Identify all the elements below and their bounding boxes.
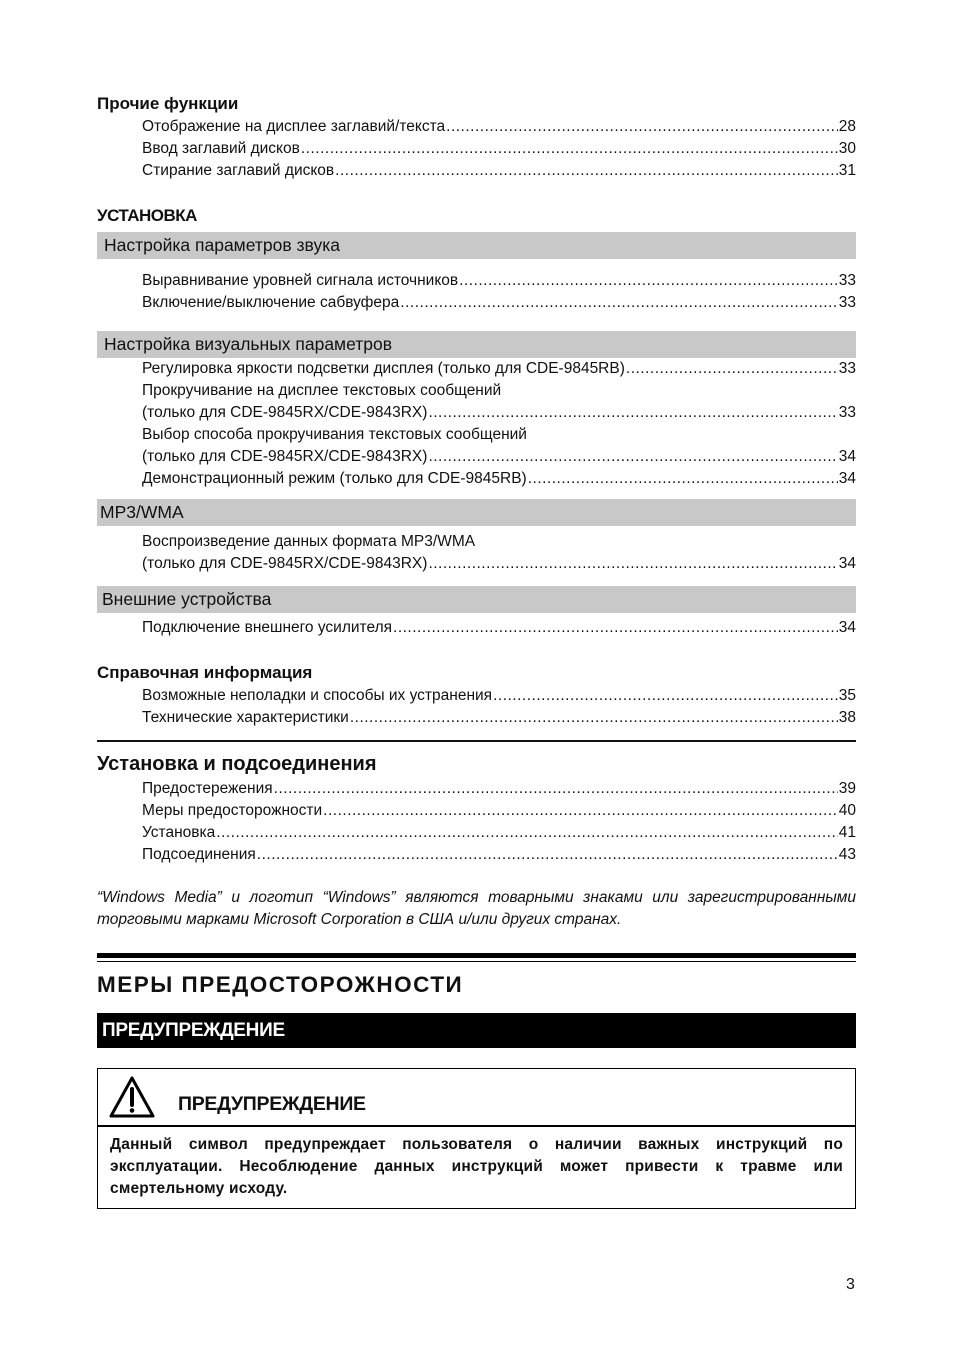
warning-box-title: ПРЕДУПРЕЖДЕНИЕ <box>178 1092 366 1115</box>
toc-page-number: 34 <box>838 470 856 487</box>
toc-page-number: 33 <box>838 272 856 289</box>
toc-page-number: 30 <box>838 140 856 157</box>
toc-page-number: 33 <box>838 294 856 311</box>
toc-page-number: 38 <box>838 709 856 726</box>
toc-page-number: 33 <box>838 360 856 377</box>
toc-page-number: 33 <box>838 404 856 421</box>
toc-entry-first-line[interactable]: Прокручивание на дисплее текстовых сообщений <box>142 382 502 399</box>
toc-entry-title: Демонстрационный режим (только для CDE-9845RB) <box>142 470 527 487</box>
toc-leader <box>393 617 838 639</box>
toc-entry[interactable] <box>97 617 856 639</box>
toc-entry[interactable] <box>97 116 856 138</box>
warning-box-header <box>98 1069 855 1127</box>
chapter-title: МЕРЫ ПРЕДОСТОРОЖНОСТИ <box>97 972 464 997</box>
toc-page-number: 39 <box>838 780 856 797</box>
toc-entry[interactable] <box>97 446 856 468</box>
toc-list-reference <box>97 685 856 729</box>
toc-page-number: 43 <box>838 846 856 863</box>
warning-triangle-icon <box>108 1075 156 1119</box>
toc-entry-title: Технические характеристики <box>142 709 349 726</box>
toc-leader <box>216 822 837 844</box>
toc-leader <box>323 800 838 822</box>
toc-leader <box>446 116 838 138</box>
toc-entry-title: Регулировка яркости подсветки дисплея (только для CDE-9845RB) <box>142 360 625 377</box>
toc-leader <box>493 685 838 707</box>
toc-entry[interactable] <box>97 778 856 800</box>
toc-entry-title: (только для CDE-9845RX/CDE-9843RX) <box>142 555 428 572</box>
toc-leader <box>428 553 837 575</box>
toc-list-visual <box>97 358 856 490</box>
toc-entry-title: Предостережения <box>142 780 273 797</box>
section-heading-installation: Установка и подсоединения <box>97 753 377 775</box>
toc-leader <box>428 446 837 468</box>
toc-entry-title: Ввод заглавий дисков <box>142 140 300 157</box>
toc-page-number: 28 <box>838 118 856 135</box>
toc-entry[interactable] <box>97 707 856 729</box>
toc-entry-title: Отображение на дисплее заглавий/текста <box>142 118 446 135</box>
warning-box <box>97 1068 856 1209</box>
toc-page-number: 34 <box>838 555 856 572</box>
page-content <box>97 92 856 1209</box>
toc-entry-first-line[interactable]: Выбор способа прокручивания текстовых сообщений <box>142 426 527 443</box>
toc-entry-title: Включение/выключение сабвуфера <box>142 294 400 311</box>
toc-entry-title: Возможные неполадки и способы их устранения <box>142 687 493 704</box>
toc-entry-title: Меры предосторожности <box>142 802 323 819</box>
toc-entry[interactable] <box>97 553 856 575</box>
toc-list-mp3 <box>97 531 856 575</box>
toc-entry[interactable] <box>97 358 856 380</box>
toc-page-number: 40 <box>838 802 856 819</box>
toc-page-number: 34 <box>838 448 856 465</box>
toc-leader <box>428 402 837 424</box>
toc-list-external <box>97 617 856 639</box>
trademark-note: “Windows Media” и логотип “Windows” являются товарными знаками или зарегистрированными торговыми марками Microsoft Corporation в США и/или других странах. <box>97 889 856 928</box>
toc-page-number: 34 <box>838 619 856 636</box>
toc-entry[interactable] <box>97 844 856 866</box>
toc-entry[interactable] <box>97 468 856 490</box>
toc-entry-title: Стирание заглавий дисков <box>142 162 335 179</box>
toc-entry[interactable] <box>97 160 856 182</box>
toc-entry[interactable] <box>97 800 856 822</box>
toc-entry-title: (только для CDE-9845RX/CDE-9843RX) <box>142 404 428 421</box>
subsection-bar-external: Внешние устройства <box>97 586 856 613</box>
toc-page-number: 35 <box>838 687 856 704</box>
toc-leader <box>459 270 838 292</box>
toc-leader <box>274 778 838 800</box>
toc-page-number: 31 <box>838 162 856 179</box>
toc-page-number: 41 <box>838 824 856 841</box>
section-heading-reference: Справочная информация <box>97 663 313 682</box>
toc-entry-first-line[interactable]: Воспроизведение данных формата MP3/WMA <box>142 533 476 550</box>
toc-leader <box>257 844 838 866</box>
subsection-bar-visual: Настройка визуальных параметров <box>97 331 856 358</box>
section-heading-other-functions: Прочие функции <box>97 94 239 113</box>
toc-entry[interactable] <box>97 685 856 707</box>
toc-entry[interactable] <box>97 270 856 292</box>
toc-entry-title: Подсоединения <box>142 846 256 863</box>
toc-leader <box>400 292 837 314</box>
toc-entry-title: Подключение внешнего усилителя <box>142 619 393 636</box>
toc-entry-title: Установка <box>142 824 216 841</box>
toc-leader <box>626 358 838 380</box>
warning-bar: ПРЕДУПРЕЖДЕНИЕ <box>97 1013 856 1048</box>
toc-leader <box>350 707 838 729</box>
toc-list-installation <box>97 778 856 866</box>
chapter-divider <box>97 953 856 962</box>
toc-entry[interactable] <box>97 138 856 160</box>
toc-leader <box>335 160 838 182</box>
toc-entry-title: Выравнивание уровней сигнала источников <box>142 272 459 289</box>
warning-box-text: Данный символ предупреждает пользователя о наличии важных инструкций по эксплуатации. Несоблюдение данных инструкций может привести к травме или смертельному исходу. <box>110 1136 843 1197</box>
toc-list-other-functions <box>97 116 856 182</box>
subsection-bar-mp3: MP3/WMA <box>97 499 856 526</box>
toc-leader <box>301 138 838 160</box>
toc-entry[interactable] <box>97 292 856 314</box>
page-number: 3 <box>846 1276 855 1293</box>
section-heading-setup: УСТАНОВКА <box>97 206 197 225</box>
toc-entry[interactable] <box>97 402 856 424</box>
toc-leader <box>528 468 838 490</box>
subsection-bar-sound: Настройка параметров звука <box>97 232 856 259</box>
toc-entry-title: (только для CDE-9845RX/CDE-9843RX) <box>142 448 428 465</box>
toc-list-sound <box>97 270 856 314</box>
toc-entry[interactable] <box>97 822 856 844</box>
